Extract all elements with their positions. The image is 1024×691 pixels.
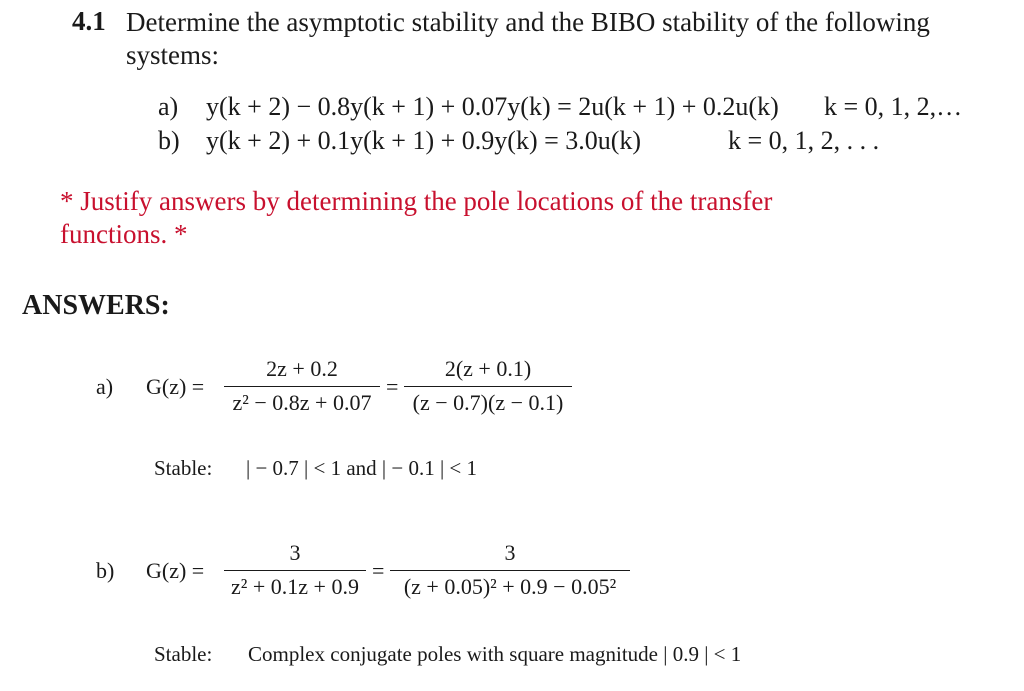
system-a-label: a) bbox=[158, 92, 179, 121]
answer-b-stable-label: Stable: bbox=[154, 642, 213, 666]
answer-b-fraction-1 bbox=[224, 540, 366, 600]
answer-b-fraction-2-denominator: (z + 0.05)² + 0.9 − 0.05² bbox=[403, 574, 617, 599]
answer-b-lhs: G(z) = bbox=[146, 558, 205, 583]
answer-b-fraction-1-numerator: 3 bbox=[289, 540, 301, 565]
system-a-equation: y(k + 2) − 0.8y(k + 1) + 0.07y(k) = 2u(k + 1) + 0.2u(k) bbox=[206, 92, 779, 121]
justification-note-line1: * Justify answers by determining the pole locations of the transfer bbox=[60, 186, 773, 216]
answer-b-equals: = bbox=[372, 558, 385, 583]
problem-statement bbox=[126, 6, 930, 72]
answer-b-fraction-2 bbox=[390, 540, 630, 600]
answer-a-fraction-1-numerator: 2z + 0.2 bbox=[266, 356, 338, 381]
answer-b-fraction-1-denominator: z² + 0.1z + 0.9 bbox=[231, 574, 359, 599]
answer-b-label: b) bbox=[96, 558, 115, 583]
answer-b-fraction-2-numerator: 3 bbox=[504, 540, 516, 565]
answer-a-fraction-2 bbox=[404, 356, 572, 416]
answer-a-label: a) bbox=[96, 374, 114, 399]
problem-statement-line2: systems: bbox=[126, 40, 220, 70]
system-b-range: k = 0, 1, 2, . . . bbox=[728, 126, 880, 155]
answer-a-stable-text: | − 0.7 | < 1 and | − 0.1 | < 1 bbox=[246, 456, 478, 480]
system-b-label: b) bbox=[158, 126, 180, 155]
answer-a-lhs: G(z) = bbox=[146, 374, 205, 399]
justification-note bbox=[60, 185, 772, 251]
answer-a-fraction-1-denominator: z² − 0.8z + 0.07 bbox=[232, 390, 372, 415]
answers-heading: ANSWERS: bbox=[22, 290, 170, 321]
system-a-range: k = 0, 1, 2,… bbox=[824, 92, 963, 121]
answer-a-fraction-1 bbox=[224, 356, 380, 416]
answer-a-equals: = bbox=[386, 374, 399, 399]
answer-b-stable-text: Complex conjugate poles with square magnitude | 0.9 | < 1 bbox=[248, 642, 742, 666]
justification-note-line2: functions. * bbox=[60, 219, 188, 249]
problem-statement-line1: Determine the asymptotic stability and the BIBO stability of the following bbox=[126, 7, 930, 37]
answer-a-fraction-2-denominator: (z − 0.7)(z − 0.1) bbox=[412, 390, 564, 415]
system-b-equation: y(k + 2) + 0.1y(k + 1) + 0.9y(k) = 3.0u(k) bbox=[206, 126, 642, 155]
answer-a-stable-label: Stable: bbox=[154, 456, 213, 480]
problem-number: 4.1 bbox=[72, 6, 106, 36]
answer-a-fraction-2-numerator: 2(z + 0.1) bbox=[444, 356, 532, 381]
